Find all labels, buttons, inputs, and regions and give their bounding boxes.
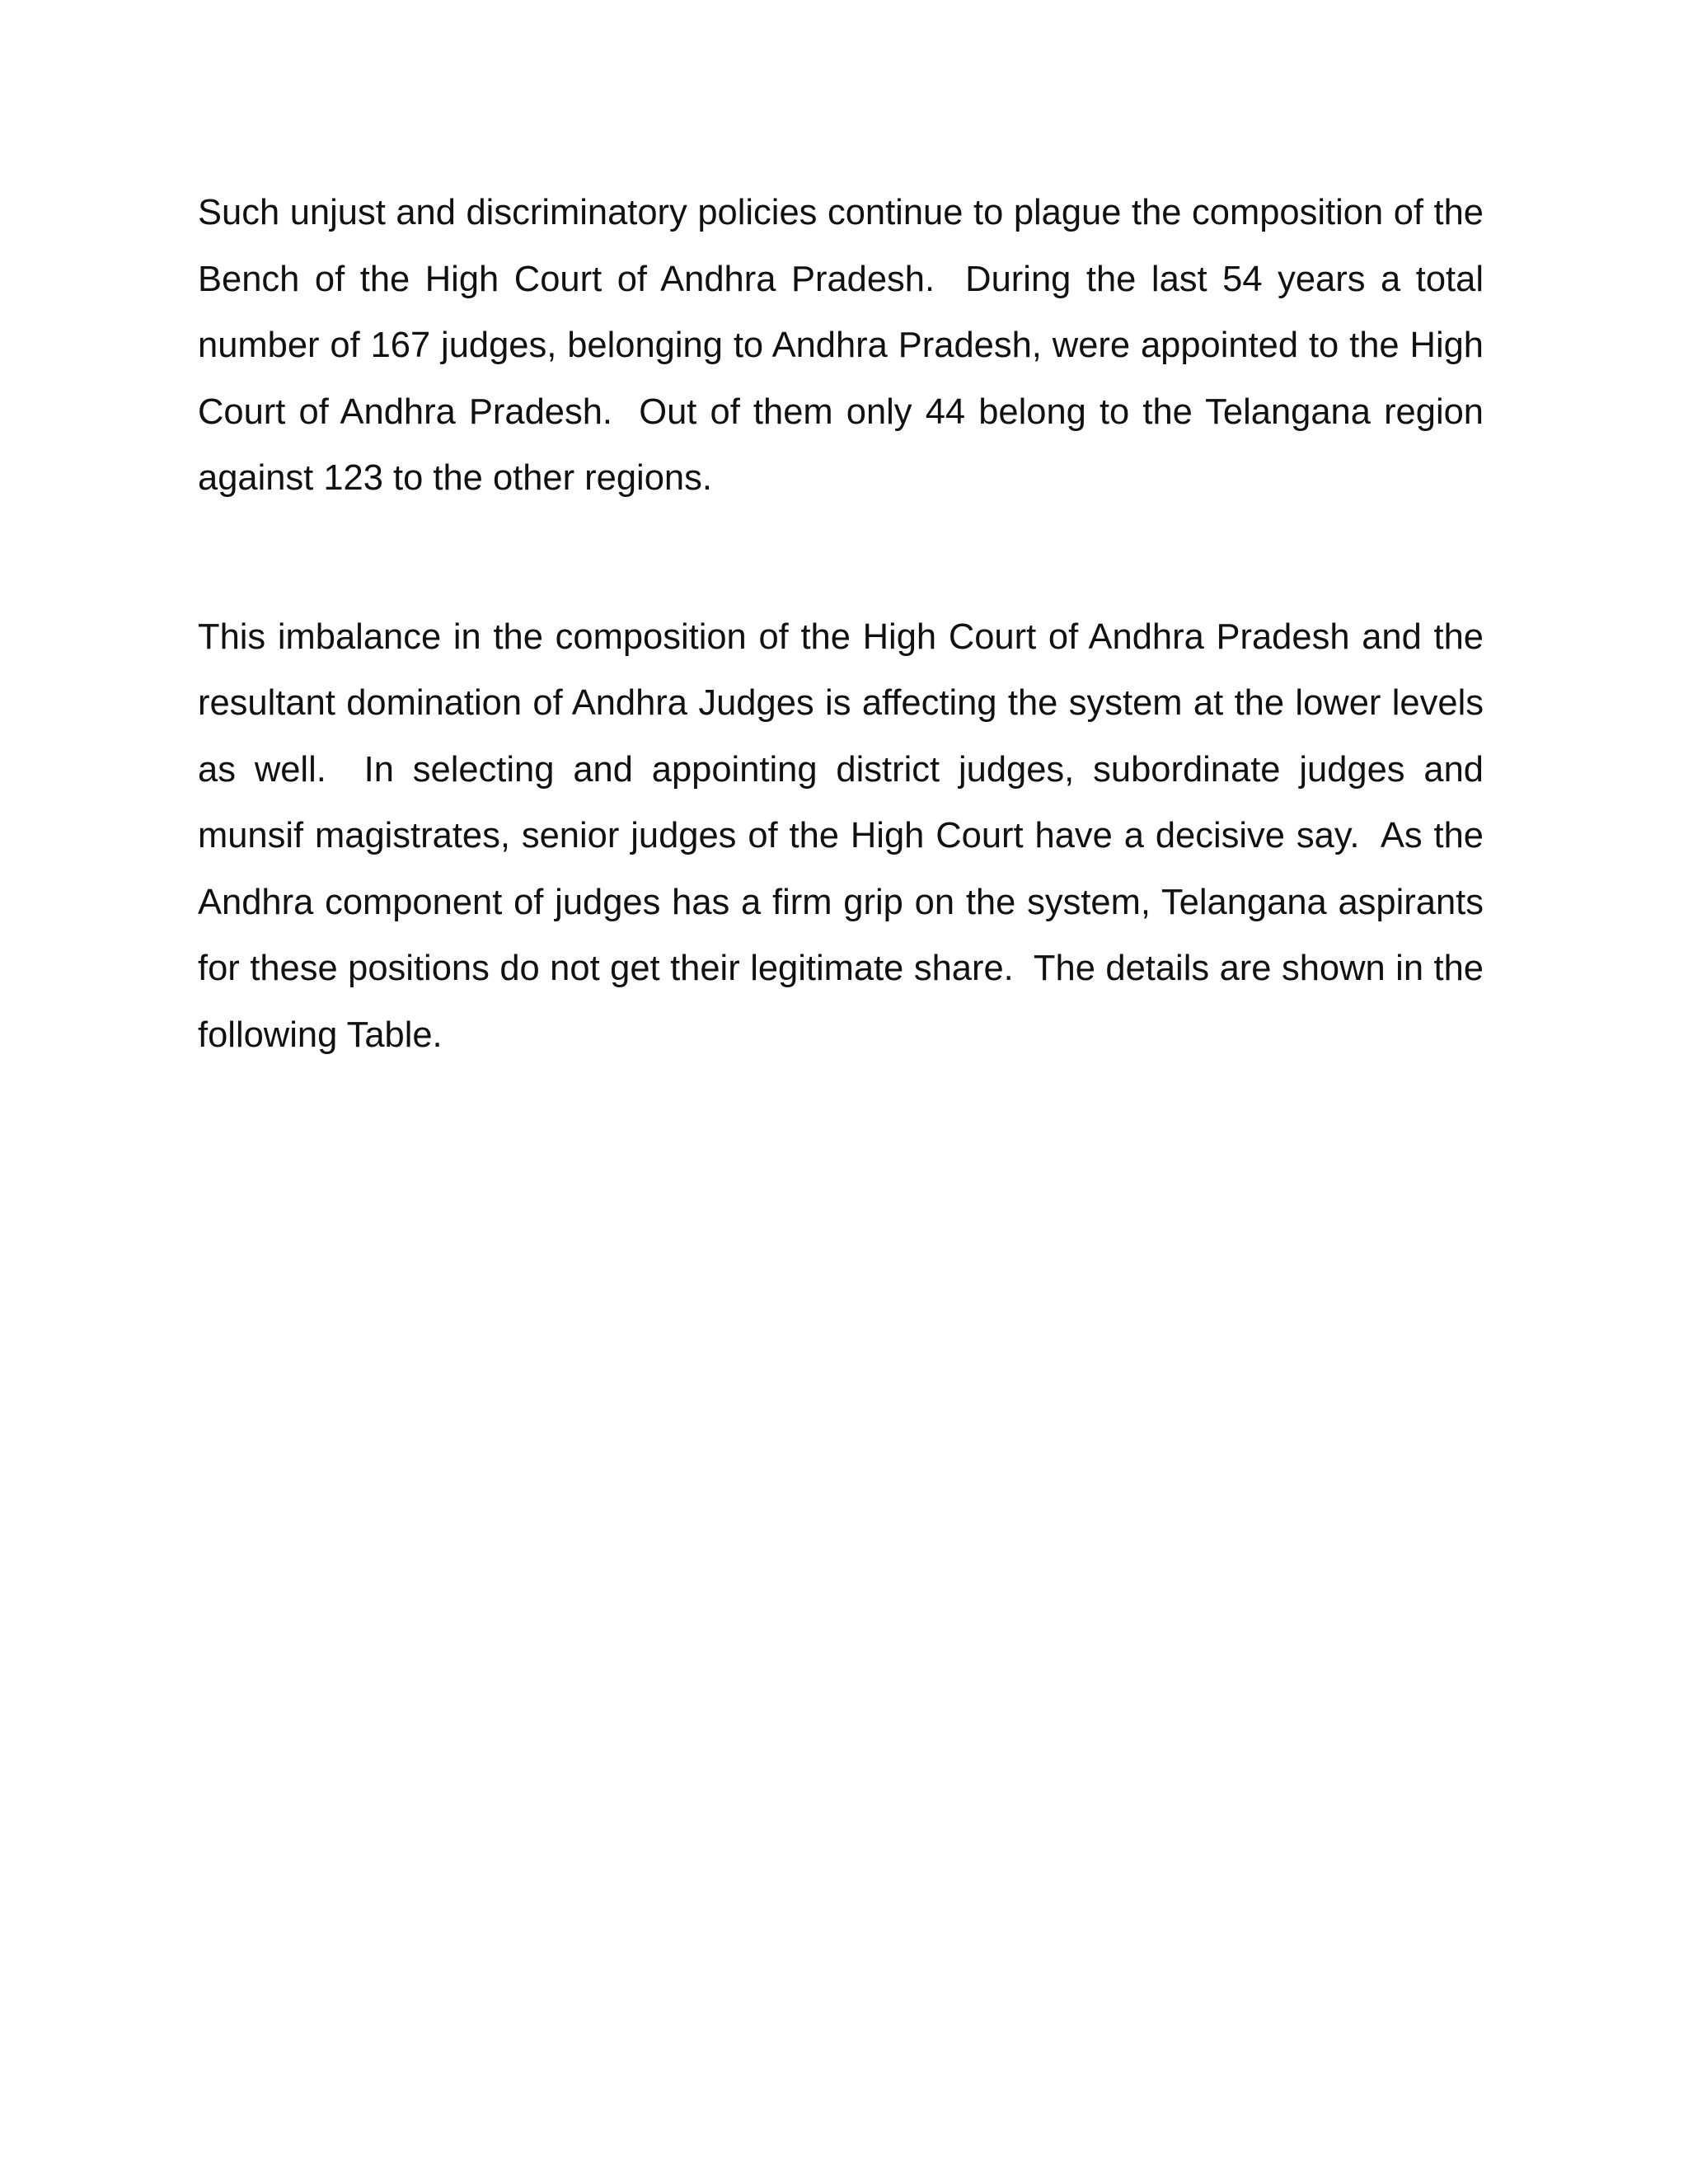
paragraph-lower-judiciary-imbalance: This imbalance in the composition of the High Court of Andhra Pradesh and the resultant domination of Andhra Judges is affecting the system at the lower levels as well. In selecting and appointing district judges, subordinate judges and munsif magistrates, senior judges of the High Court have a decisive say. As the Andhra component of judges has a firm grip on the system, Telangana aspirants for these positions do not get their legitimate share. The details are shown in the following Table.: [198, 616, 1494, 1055]
paragraph-high-court-appointments: Such unjust and discriminatory policies continue to plague the composition of the Bench of the High Court of Andhra Pradesh. During the last 54 years a total number of 167 judges, belonging to Andhra Pradesh, were appointed to the High Court of Andhra Pradesh. Out of them only 44 belong to the Telangana region against 123 to the other regions.: [198, 193, 1494, 498]
document-body: [198, 180, 1494, 1068]
